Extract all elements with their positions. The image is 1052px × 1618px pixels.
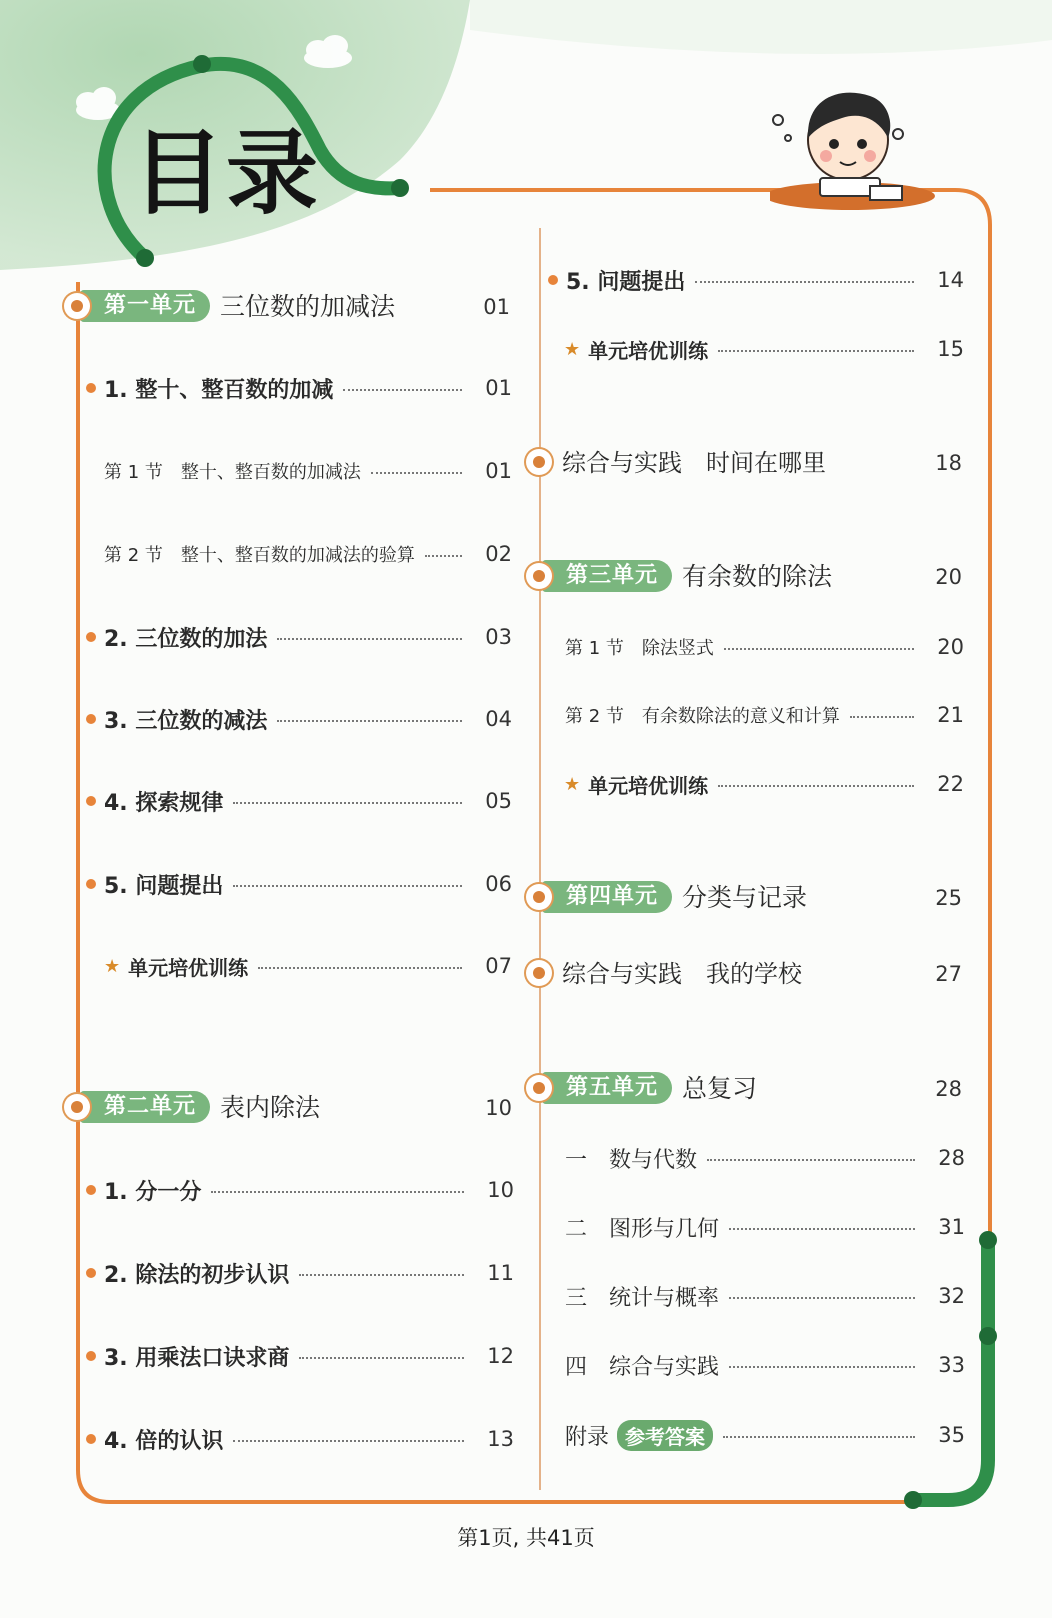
practice-title: 综合与实践 我的学校 <box>562 960 802 988</box>
entry-label: 3. 用乘法口诀求商 <box>104 1345 290 1371</box>
dot-leader <box>729 1366 915 1368</box>
entry-label: 4. 探索规律 <box>104 790 224 816</box>
toc-entry[interactable] <box>565 1212 965 1242</box>
bullet-dot-icon <box>86 1351 96 1361</box>
dot-leader <box>729 1297 915 1299</box>
page-number: 12 <box>487 1344 514 1368</box>
unit-header-4[interactable] <box>526 878 966 918</box>
page-number: 10 <box>487 1178 514 1202</box>
bullet-dot-icon <box>86 796 96 806</box>
entry-label: 5. 问题提出 <box>566 269 686 295</box>
entry-label: 四 综合与实践 <box>565 1354 720 1380</box>
dot-leader <box>707 1159 915 1161</box>
toc-entry[interactable] <box>565 632 964 662</box>
toc-entry[interactable] <box>86 1258 514 1288</box>
toc-entry[interactable] <box>86 1341 514 1371</box>
page-number: 10 <box>485 1096 512 1120</box>
entry-label: 一 数与代数 <box>565 1147 698 1173</box>
target-dot-icon <box>526 884 552 910</box>
toc-entry[interactable] <box>86 1175 514 1205</box>
entry-label: 单元培优训练 <box>128 955 249 980</box>
practice-header-1[interactable] <box>526 443 966 483</box>
entry-label: 第 2 节 整十、整百数的加减法的验算 <box>104 545 415 566</box>
toc-entry[interactable] <box>565 700 964 730</box>
boy-reading-mascot <box>770 78 940 213</box>
dot-leader <box>718 785 914 787</box>
entry-label: 4. 倍的认识 <box>104 1428 224 1454</box>
dot-leader <box>277 638 462 640</box>
page-number: 18 <box>935 451 962 475</box>
dot-leader <box>233 1440 464 1442</box>
toc-entry[interactable] <box>565 1143 965 1173</box>
target-dot-icon <box>526 449 552 475</box>
page-number: 33 <box>938 1353 965 1377</box>
unit-header-5[interactable] <box>526 1069 966 1109</box>
target-dot-icon <box>526 563 552 589</box>
unit-title: 三位数的加减法 <box>220 292 396 321</box>
unit-badge: 第四单元 <box>542 881 672 913</box>
toc-entry[interactable] <box>86 869 512 899</box>
bullet-dot-icon <box>86 1185 96 1195</box>
target-dot-icon <box>64 293 90 319</box>
bullet-dot-icon <box>86 1434 96 1444</box>
bullet-dot-icon <box>86 879 96 889</box>
entry-label: 3. 三位数的减法 <box>104 708 268 734</box>
entry-label: 附录 <box>565 1424 610 1450</box>
dot-leader <box>299 1274 464 1276</box>
bullet-dot-icon <box>86 632 96 642</box>
dot-leader <box>233 802 462 804</box>
toc-entry[interactable] <box>564 334 964 364</box>
dot-leader <box>211 1191 464 1193</box>
dot-leader <box>723 1436 915 1438</box>
toc-entry[interactable] <box>86 622 512 652</box>
toc-entry[interactable] <box>86 1424 514 1454</box>
page-number: 03 <box>485 625 512 649</box>
page-number: 06 <box>485 872 512 896</box>
page-number: 05 <box>485 789 512 813</box>
dot-leader <box>718 350 914 352</box>
page-number: 28 <box>938 1146 965 1170</box>
entry-label: 5. 问题提出 <box>104 873 224 899</box>
dot-leader <box>233 885 462 887</box>
entry-label: 2. 三位数的加法 <box>104 626 268 652</box>
bullet-dot-icon <box>86 714 96 724</box>
page-number: 11 <box>487 1261 514 1285</box>
toc-entry[interactable] <box>104 951 512 981</box>
dot-leader <box>299 1357 464 1359</box>
entry-label: 单元培优训练 <box>588 338 709 363</box>
page-number: 32 <box>938 1284 965 1308</box>
bullet-dot-icon <box>548 275 558 285</box>
page-number: 01 <box>483 295 510 319</box>
toc-entry[interactable] <box>86 704 512 734</box>
star-icon: ★ <box>564 338 581 360</box>
dot-leader <box>277 720 462 722</box>
target-dot-icon <box>64 1094 90 1120</box>
star-icon: ★ <box>564 773 581 795</box>
practice-header-2[interactable] <box>526 954 966 994</box>
unit-badge: 第五单元 <box>542 1072 672 1104</box>
toc-entry[interactable] <box>548 265 964 295</box>
entry-label: 第 1 节 整十、整百数的加减法 <box>104 462 361 483</box>
dot-leader <box>371 472 462 474</box>
entry-label: 单元培优训练 <box>588 773 709 798</box>
toc-entry-appendix[interactable] <box>565 1420 965 1450</box>
toc-entry[interactable] <box>104 456 512 486</box>
unit-title: 表内除法 <box>220 1093 321 1122</box>
page-number: 22 <box>937 772 964 796</box>
star-icon: ★ <box>104 955 121 977</box>
page-number: 14 <box>937 268 964 292</box>
page-number: 01 <box>485 376 512 400</box>
entry-label: 第 1 节 除法竖式 <box>565 638 714 659</box>
practice-title: 综合与实践 时间在哪里 <box>562 449 826 477</box>
entry-label: 1. 整十、整百数的加减 <box>104 377 334 403</box>
entry-label: 三 统计与概率 <box>565 1285 720 1311</box>
page-number: 31 <box>938 1215 965 1239</box>
unit-badge: 第一单元 <box>80 290 210 322</box>
page-number: 35 <box>938 1423 965 1447</box>
dot-leader <box>425 555 462 557</box>
toc-entry[interactable] <box>564 769 964 799</box>
page-number: 25 <box>935 886 962 910</box>
page-number: 20 <box>935 565 962 589</box>
unit-header-1[interactable] <box>64 287 524 327</box>
dot-leader <box>343 389 462 391</box>
page-number: 21 <box>937 703 964 727</box>
page-number: 01 <box>485 459 512 483</box>
unit-title: 有余数的除法 <box>682 562 833 591</box>
bullet-dot-icon <box>86 1268 96 1278</box>
dot-leader <box>724 648 914 650</box>
page-number: 20 <box>937 635 964 659</box>
entry-label: 2. 除法的初步认识 <box>104 1262 290 1288</box>
unit-header-3[interactable] <box>526 557 966 597</box>
bullet-dot-icon <box>86 383 96 393</box>
toc-entry[interactable] <box>565 1350 965 1380</box>
page-title: 目录 <box>132 120 321 227</box>
unit-title: 分类与记录 <box>682 883 808 912</box>
dot-leader <box>695 281 914 283</box>
page-number: 04 <box>485 707 512 731</box>
unit-header-2[interactable] <box>64 1088 524 1128</box>
entry-label: 二 图形与几何 <box>565 1216 720 1242</box>
target-dot-icon <box>526 960 552 986</box>
target-dot-icon <box>526 1075 552 1101</box>
answer-key-badge: 参考答案 <box>617 1420 713 1451</box>
page-number: 07 <box>485 954 512 978</box>
toc-entry[interactable] <box>86 373 512 403</box>
unit-badge: 第三单元 <box>542 560 672 592</box>
entry-label: 第 2 节 有余数除法的意义和计算 <box>565 706 840 727</box>
dot-leader <box>850 716 914 718</box>
toc-entry[interactable] <box>86 786 512 816</box>
page-number: 27 <box>935 962 962 986</box>
page-number: 28 <box>935 1077 962 1101</box>
toc-entry[interactable] <box>565 1281 965 1311</box>
dot-leader <box>258 967 462 969</box>
page-number: 02 <box>485 542 512 566</box>
page-counter: 第1页, 共41页 <box>457 1526 595 1550</box>
page-number: 15 <box>937 337 964 361</box>
unit-badge: 第二单元 <box>80 1091 210 1123</box>
dot-leader <box>729 1228 915 1230</box>
unit-title: 总复习 <box>682 1074 758 1103</box>
toc-entry[interactable] <box>104 539 512 569</box>
page-number: 13 <box>487 1427 514 1451</box>
entry-label: 1. 分一分 <box>104 1179 202 1205</box>
